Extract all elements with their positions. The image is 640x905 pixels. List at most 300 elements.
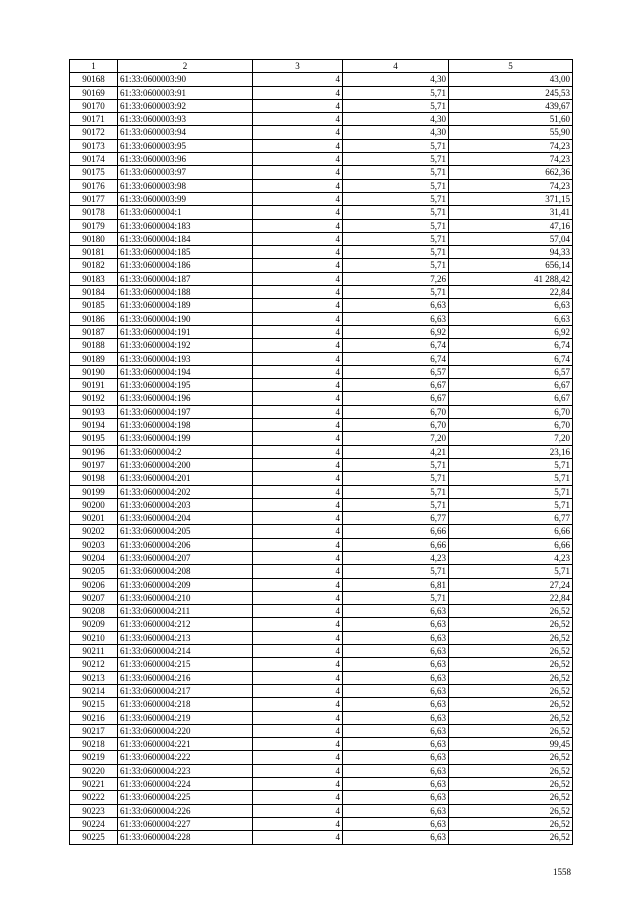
rate-cell: 6,67: [343, 379, 449, 392]
row-number-cell: 90196: [70, 445, 118, 458]
row-number-cell: 90194: [70, 419, 118, 432]
row-number-cell: 90224: [70, 817, 118, 830]
row-number-cell: 90187: [70, 325, 118, 338]
table-row: [70, 126, 573, 139]
row-number-cell: 90175: [70, 166, 118, 179]
rate-cell: 6,63: [343, 831, 449, 844]
rate-cell: 5,71: [343, 472, 449, 485]
category-cell: 4: [253, 445, 343, 458]
category-cell: 4: [253, 206, 343, 219]
category-cell: 4: [253, 352, 343, 365]
rate-cell: 5,71: [343, 565, 449, 578]
cadastral-number-cell: 61:33:0600004:228: [118, 831, 253, 844]
value-cell: 6,70: [449, 419, 573, 432]
category-cell: 4: [253, 365, 343, 378]
value-cell: 6,63: [449, 299, 573, 312]
value-cell: 6,74: [449, 339, 573, 352]
rate-cell: 5,71: [343, 286, 449, 299]
value-cell: 43,00: [449, 73, 573, 86]
table-row: [70, 778, 573, 791]
table-row: [70, 339, 573, 352]
table-body: [70, 73, 573, 844]
row-number-cell: 90211: [70, 645, 118, 658]
value-cell: 47,16: [449, 219, 573, 232]
table-row: [70, 192, 573, 205]
value-cell: 26,52: [449, 724, 573, 737]
table-row: [70, 166, 573, 179]
category-cell: 4: [253, 458, 343, 471]
row-number-cell: 90206: [70, 578, 118, 591]
table-row: [70, 804, 573, 817]
rate-cell: 6,63: [343, 671, 449, 684]
row-number-cell: 90198: [70, 472, 118, 485]
table-row: [70, 472, 573, 485]
value-cell: 26,52: [449, 698, 573, 711]
cadastral-number-cell: 61:33:0600003:95: [118, 139, 253, 152]
category-cell: 4: [253, 684, 343, 697]
cadastral-number-cell: 61:33:0600004:208: [118, 565, 253, 578]
category-cell: 4: [253, 286, 343, 299]
row-number-cell: 90201: [70, 512, 118, 525]
row-number-cell: 90197: [70, 458, 118, 471]
row-number-cell: 90195: [70, 432, 118, 445]
row-number-cell: 90176: [70, 179, 118, 192]
table-row: [70, 206, 573, 219]
cadastral-number-cell: 61:33:0600004:190: [118, 312, 253, 325]
value-cell: 94,33: [449, 246, 573, 259]
cadastral-number-cell: 61:33:0600004:202: [118, 485, 253, 498]
rate-cell: 6,63: [343, 764, 449, 777]
rate-cell: 6,63: [343, 724, 449, 737]
value-cell: 656,14: [449, 259, 573, 272]
cadastral-number-cell: 61:33:0600004:221: [118, 738, 253, 751]
row-number-cell: 90179: [70, 219, 118, 232]
category-cell: 4: [253, 259, 343, 272]
rate-cell: 6,63: [343, 658, 449, 671]
rate-cell: 5,71: [343, 259, 449, 272]
value-cell: 26,52: [449, 778, 573, 791]
row-number-cell: 90208: [70, 605, 118, 618]
cadastral-number-cell: 61:33:0600004:227: [118, 817, 253, 830]
table-row: [70, 618, 573, 631]
cadastral-number-cell: 61:33:0600004:192: [118, 339, 253, 352]
table-row: [70, 498, 573, 511]
table-row: [70, 113, 573, 126]
value-cell: 6,66: [449, 525, 573, 538]
category-cell: 4: [253, 618, 343, 631]
cadastral-number-cell: 61:33:0600004:215: [118, 658, 253, 671]
rate-cell: 6,63: [343, 631, 449, 644]
table-row: [70, 286, 573, 299]
cadastral-number-cell: 61:33:0600004:224: [118, 778, 253, 791]
cadastral-number-cell: 61:33:0600004:222: [118, 751, 253, 764]
category-cell: 4: [253, 671, 343, 684]
cadastral-number-cell: 61:33:0600004:185: [118, 246, 253, 259]
value-cell: 6,66: [449, 538, 573, 551]
table-row: [70, 525, 573, 538]
table-row: [70, 458, 573, 471]
rate-cell: 5,71: [343, 246, 449, 259]
row-number-cell: 90220: [70, 764, 118, 777]
rate-cell: 6,67: [343, 392, 449, 405]
category-cell: 4: [253, 126, 343, 139]
rate-cell: 5,71: [343, 99, 449, 112]
category-cell: 4: [253, 246, 343, 259]
rate-cell: 6,63: [343, 804, 449, 817]
table-row: [70, 724, 573, 737]
category-cell: 4: [253, 658, 343, 671]
value-cell: 5,71: [449, 472, 573, 485]
row-number-cell: 90180: [70, 232, 118, 245]
cadastral-number-cell: 61:33:0600004:1: [118, 206, 253, 219]
category-cell: 4: [253, 472, 343, 485]
row-number-cell: 90218: [70, 738, 118, 751]
value-cell: 439,67: [449, 99, 573, 112]
cadastral-number-cell: 61:33:0600004:225: [118, 791, 253, 804]
value-cell: 6,92: [449, 325, 573, 338]
table-row: [70, 684, 573, 697]
table-row: [70, 631, 573, 644]
rate-cell: 6,63: [343, 751, 449, 764]
table-row: [70, 73, 573, 86]
value-cell: 22,84: [449, 286, 573, 299]
table-row: [70, 538, 573, 551]
rate-cell: 6,74: [343, 352, 449, 365]
value-cell: 26,52: [449, 817, 573, 830]
category-cell: 4: [253, 645, 343, 658]
header-col-3: 3: [253, 60, 343, 73]
value-cell: 371,15: [449, 192, 573, 205]
category-cell: 4: [253, 631, 343, 644]
cadastral-number-cell: 61:33:0600003:93: [118, 113, 253, 126]
header-col-2: 2: [118, 60, 253, 73]
rate-cell: 5,71: [343, 139, 449, 152]
category-cell: 4: [253, 525, 343, 538]
table-row: [70, 405, 573, 418]
rate-cell: 4,30: [343, 126, 449, 139]
category-cell: 4: [253, 485, 343, 498]
rate-cell: 6,81: [343, 578, 449, 591]
table-row: [70, 764, 573, 777]
value-cell: 26,52: [449, 684, 573, 697]
rate-cell: 6,92: [343, 325, 449, 338]
category-cell: 4: [253, 325, 343, 338]
table-row: [70, 512, 573, 525]
header-col-5: 5: [449, 60, 573, 73]
rate-cell: 7,20: [343, 432, 449, 445]
row-number-cell: 90222: [70, 791, 118, 804]
value-cell: 22,84: [449, 591, 573, 604]
category-cell: 4: [253, 312, 343, 325]
value-cell: 6,74: [449, 352, 573, 365]
table-row: [70, 658, 573, 671]
row-number-cell: 90214: [70, 684, 118, 697]
row-number-cell: 90177: [70, 192, 118, 205]
rate-cell: 5,71: [343, 498, 449, 511]
row-number-cell: 90170: [70, 99, 118, 112]
rate-cell: 6,74: [343, 339, 449, 352]
row-number-cell: 90190: [70, 365, 118, 378]
rate-cell: 6,66: [343, 538, 449, 551]
table-row: [70, 698, 573, 711]
value-cell: 99,45: [449, 738, 573, 751]
value-cell: 7,20: [449, 432, 573, 445]
table-row: [70, 711, 573, 724]
rate-cell: 5,71: [343, 206, 449, 219]
cadastral-number-cell: 61:33:0600003:91: [118, 86, 253, 99]
table-row: [70, 645, 573, 658]
cadastral-number-cell: 61:33:0600004:214: [118, 645, 253, 658]
row-number-cell: 90186: [70, 312, 118, 325]
row-number-cell: 90193: [70, 405, 118, 418]
rate-cell: 6,63: [343, 817, 449, 830]
value-cell: 51,60: [449, 113, 573, 126]
table-row: [70, 605, 573, 618]
cadastral-number-cell: 61:33:0600004:199: [118, 432, 253, 445]
cadastral-number-cell: 61:33:0600004:223: [118, 764, 253, 777]
row-number-cell: 90174: [70, 153, 118, 166]
cadastral-number-cell: 61:33:0600003:96: [118, 153, 253, 166]
cadastral-number-cell: 61:33:0600004:210: [118, 591, 253, 604]
cadastral-number-cell: 61:33:0600004:195: [118, 379, 253, 392]
value-cell: 26,52: [449, 791, 573, 804]
value-cell: 5,71: [449, 458, 573, 471]
value-cell: 6,77: [449, 512, 573, 525]
category-cell: 4: [253, 804, 343, 817]
value-cell: 5,71: [449, 565, 573, 578]
category-cell: 4: [253, 405, 343, 418]
cadastral-number-cell: 61:33:0600004:186: [118, 259, 253, 272]
table-row: [70, 139, 573, 152]
value-cell: 6,70: [449, 405, 573, 418]
page-number: 1558: [553, 867, 571, 877]
rate-cell: 7,26: [343, 272, 449, 285]
rate-cell: 5,71: [343, 232, 449, 245]
rate-cell: 5,71: [343, 485, 449, 498]
category-cell: 4: [253, 578, 343, 591]
cadastral-number-cell: 61:33:0600004:2: [118, 445, 253, 458]
rate-cell: 6,63: [343, 698, 449, 711]
category-cell: 4: [253, 751, 343, 764]
value-cell: 26,52: [449, 658, 573, 671]
value-cell: 31,41: [449, 206, 573, 219]
value-cell: 6,67: [449, 392, 573, 405]
cadastral-number-cell: 61:33:0600004:207: [118, 551, 253, 564]
row-number-cell: 90225: [70, 831, 118, 844]
row-number-cell: 90207: [70, 591, 118, 604]
category-cell: 4: [253, 166, 343, 179]
rate-cell: 6,70: [343, 419, 449, 432]
row-number-cell: 90185: [70, 299, 118, 312]
value-cell: 74,23: [449, 139, 573, 152]
cadastral-number-cell: 61:33:0600004:206: [118, 538, 253, 551]
table-row: [70, 485, 573, 498]
rate-cell: 5,71: [343, 86, 449, 99]
table-row: [70, 551, 573, 564]
value-cell: 55,90: [449, 126, 573, 139]
value-cell: 26,52: [449, 605, 573, 618]
category-cell: 4: [253, 339, 343, 352]
value-cell: 41 288,42: [449, 272, 573, 285]
category-cell: 4: [253, 219, 343, 232]
value-cell: 5,71: [449, 498, 573, 511]
cadastral-number-cell: 61:33:0600004:187: [118, 272, 253, 285]
value-cell: 26,52: [449, 804, 573, 817]
category-cell: 4: [253, 153, 343, 166]
row-number-cell: 90213: [70, 671, 118, 684]
row-number-cell: 90200: [70, 498, 118, 511]
row-number-cell: 90182: [70, 259, 118, 272]
table-row: [70, 419, 573, 432]
cadastral-number-cell: 61:33:0600004:205: [118, 525, 253, 538]
row-number-cell: 90188: [70, 339, 118, 352]
cadastral-number-cell: 61:33:0600004:198: [118, 419, 253, 432]
cadastral-number-cell: 61:33:0600004:219: [118, 711, 253, 724]
cadastral-number-cell: 61:33:0600003:94: [118, 126, 253, 139]
row-number-cell: 90181: [70, 246, 118, 259]
cadastral-number-cell: 61:33:0600004:196: [118, 392, 253, 405]
rate-cell: 6,77: [343, 512, 449, 525]
rate-cell: 4,23: [343, 551, 449, 564]
cadastral-number-cell: 61:33:0600004:216: [118, 671, 253, 684]
row-number-cell: 90217: [70, 724, 118, 737]
value-cell: 4,23: [449, 551, 573, 564]
cadastral-number-cell: 61:33:0600004:188: [118, 286, 253, 299]
category-cell: 4: [253, 192, 343, 205]
table-row: [70, 392, 573, 405]
value-cell: 5,71: [449, 485, 573, 498]
cadastral-number-cell: 61:33:0600004:211: [118, 605, 253, 618]
cadastral-number-cell: 61:33:0600004:217: [118, 684, 253, 697]
category-cell: 4: [253, 565, 343, 578]
category-cell: 4: [253, 817, 343, 830]
rate-cell: 5,71: [343, 458, 449, 471]
value-cell: 27,24: [449, 578, 573, 591]
table-row: [70, 246, 573, 259]
category-cell: 4: [253, 232, 343, 245]
row-number-cell: 90202: [70, 525, 118, 538]
table-row: [70, 751, 573, 764]
category-cell: 4: [253, 764, 343, 777]
table-row: [70, 299, 573, 312]
category-cell: 4: [253, 113, 343, 126]
rate-cell: 6,63: [343, 312, 449, 325]
category-cell: 4: [253, 738, 343, 751]
value-cell: 245,53: [449, 86, 573, 99]
rate-cell: 5,71: [343, 166, 449, 179]
category-cell: 4: [253, 591, 343, 604]
category-cell: 4: [253, 392, 343, 405]
value-cell: 74,23: [449, 179, 573, 192]
cadastral-number-cell: 61:33:0600004:226: [118, 804, 253, 817]
value-cell: 26,52: [449, 631, 573, 644]
table-row: [70, 86, 573, 99]
rate-cell: 4,21: [343, 445, 449, 458]
cadastral-number-cell: 61:33:0600004:209: [118, 578, 253, 591]
rate-cell: 5,71: [343, 219, 449, 232]
cadastral-number-cell: 61:33:0600004:203: [118, 498, 253, 511]
rate-cell: 5,71: [343, 192, 449, 205]
table-row: [70, 738, 573, 751]
category-cell: 4: [253, 299, 343, 312]
row-number-cell: 90173: [70, 139, 118, 152]
cadastral-number-cell: 61:33:0600004:189: [118, 299, 253, 312]
rate-cell: 6,63: [343, 645, 449, 658]
value-cell: 26,52: [449, 711, 573, 724]
category-cell: 4: [253, 512, 343, 525]
table-row: [70, 817, 573, 830]
rate-cell: 6,63: [343, 791, 449, 804]
value-cell: 662,36: [449, 166, 573, 179]
rate-cell: 6,66: [343, 525, 449, 538]
table-row: [70, 325, 573, 338]
table-row: [70, 591, 573, 604]
cadastral-number-cell: 61:33:0600003:97: [118, 166, 253, 179]
table-row: [70, 379, 573, 392]
cadastral-number-cell: 61:33:0600004:218: [118, 698, 253, 711]
category-cell: 4: [253, 778, 343, 791]
rate-cell: 6,63: [343, 711, 449, 724]
category-cell: 4: [253, 379, 343, 392]
row-number-cell: 90171: [70, 113, 118, 126]
value-cell: 23,16: [449, 445, 573, 458]
table-row: [70, 352, 573, 365]
table-row: [70, 232, 573, 245]
cadastral-number-cell: 61:33:0600004:220: [118, 724, 253, 737]
rate-cell: 5,71: [343, 179, 449, 192]
category-cell: 4: [253, 538, 343, 551]
value-cell: 26,52: [449, 751, 573, 764]
rate-cell: 6,63: [343, 605, 449, 618]
value-cell: 6,67: [449, 379, 573, 392]
row-number-cell: 90209: [70, 618, 118, 631]
category-cell: 4: [253, 831, 343, 844]
value-cell: 6,57: [449, 365, 573, 378]
category-cell: 4: [253, 551, 343, 564]
value-cell: 6,63: [449, 312, 573, 325]
rate-cell: 6,63: [343, 778, 449, 791]
row-number-cell: 90219: [70, 751, 118, 764]
category-cell: 4: [253, 419, 343, 432]
cadastral-number-cell: 61:33:0600004:194: [118, 365, 253, 378]
row-number-cell: 90168: [70, 73, 118, 86]
table-row: [70, 259, 573, 272]
row-number-cell: 90199: [70, 485, 118, 498]
rate-cell: 5,71: [343, 153, 449, 166]
row-number-cell: 90221: [70, 778, 118, 791]
table-row: [70, 272, 573, 285]
row-number-cell: 90178: [70, 206, 118, 219]
cadastral-number-cell: 61:33:0600003:98: [118, 179, 253, 192]
cadastral-number-cell: 61:33:0600003:90: [118, 73, 253, 86]
row-number-cell: 90189: [70, 352, 118, 365]
table-header: [70, 60, 573, 73]
cadastral-number-cell: 61:33:0600004:204: [118, 512, 253, 525]
row-number-cell: 90183: [70, 272, 118, 285]
header-row: [70, 60, 573, 73]
table-row: [70, 831, 573, 844]
row-number-cell: 90184: [70, 286, 118, 299]
cadastral-number-cell: 61:33:0600004:184: [118, 232, 253, 245]
category-cell: 4: [253, 698, 343, 711]
category-cell: 4: [253, 99, 343, 112]
table-row: [70, 365, 573, 378]
row-number-cell: 90223: [70, 804, 118, 817]
cadastral-number-cell: 61:33:0600004:201: [118, 472, 253, 485]
cadastral-number-cell: 61:33:0600004:191: [118, 325, 253, 338]
table-row: [70, 565, 573, 578]
rate-cell: 6,63: [343, 299, 449, 312]
